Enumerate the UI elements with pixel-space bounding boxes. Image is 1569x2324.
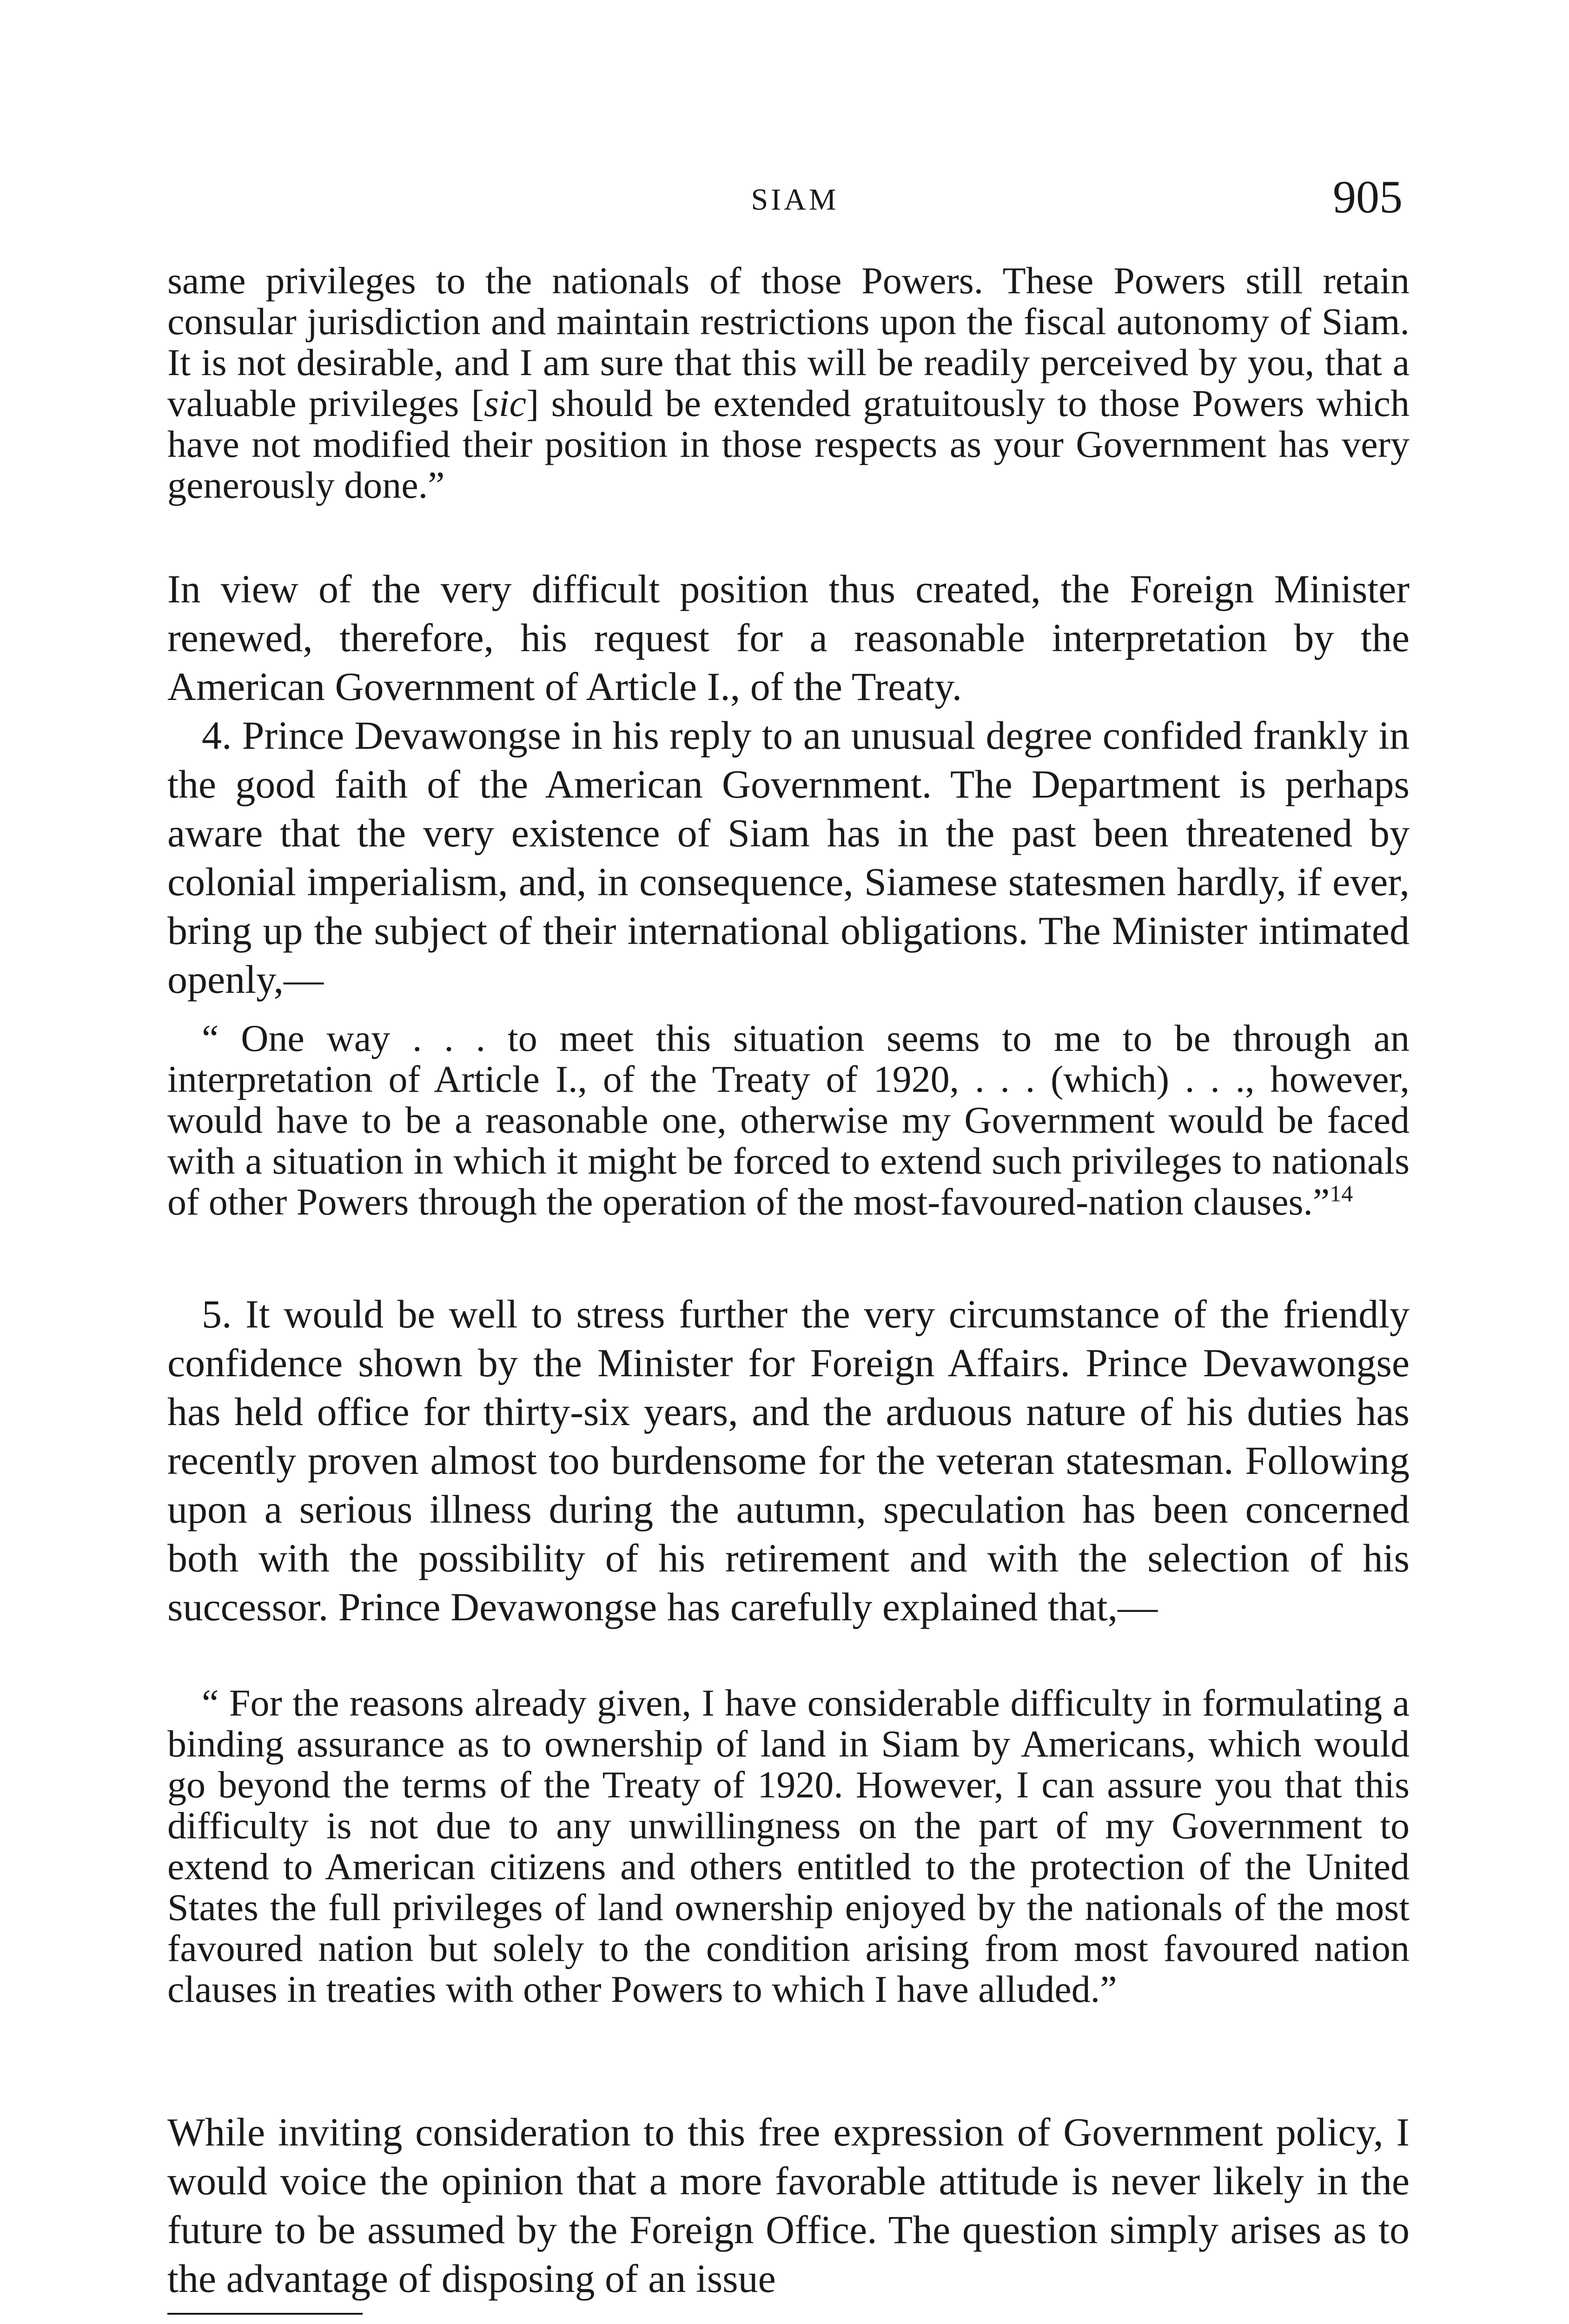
- block-quote-one-way: [167, 1018, 1410, 1222]
- paragraph-text: same privileges to the nationals of those Powers. These Powers still retain consular jurisdiction and maintain restrictions upon the fiscal autonomy of Siam. It is not desirable, and I am sure that this will be readily perceived by you, that a valuable privileges [: [167, 259, 1410, 424]
- paragraph-text-end: ] should be extended gratuitously to those Powers which have not modified their position in those respects as your Government has very generously done.”: [167, 382, 1410, 506]
- quote-text: “ One way . . . to meet this situation seems to me to be through an interpretation of Article I., of the Treaty of 1920, . . . (which) . . ., however, would have to be a reasonable one, otherwise my Government would be faced with a situation in which it might be forced to extend such privileges to nationals of other Powers through the operation of the most-favoured-nation clauses.”: [167, 1017, 1410, 1223]
- running-header-title: SIAM: [751, 183, 839, 217]
- page-number: 905: [1333, 171, 1403, 223]
- footnote-divider: [167, 2313, 363, 2315]
- quote-continuation-paragraph: [167, 260, 1410, 506]
- body-paragraph-closing: While inviting consideration to this free expression of Government policy, I would voice the opinion that a more favorable attitude is never likely in the future to be assumed by the Foreign Office. The question simply arises as to the advantage of disposing of an issue: [167, 2110, 1410, 2301]
- footnote-reference: 14: [1330, 1180, 1353, 1207]
- body-paragraph-foreign-minister: In view of the very difficult position thus created, the Foreign Minister renewed, therefore, his request for a reasonable interpretation by the American Government of Article I., of the Treaty.: [167, 567, 1410, 709]
- block-quote-reasons: “ For the reasons already given, I have considerable difficulty in formulating a binding assurance as to ownership of land in Siam by Americans, which would go beyond the terms of the Treaty of 1920. However, I can assure you that this difficulty is not due to any unwillingness on the part of my Government to extend to American citizens and others entitled to the protection of the United States the full privileges of land ownership enjoyed by the nationals of the most favoured nation but solely to the condition arising from most favoured nation clauses in treaties with other Powers to which I have alluded.”: [167, 1682, 1410, 2010]
- body-paragraph-section-4: 4. Prince Devawongse in his reply to an unusual degree confided frankly in the good faith of the American Government. The Department is perhaps aware that the very existence of Siam has in the past been threatened by colonial imperialism, and, in consequence, Siamese statesmen hardly, if ever, bring up the subject of their international obligations. The Minister intimated openly,—: [167, 713, 1410, 1002]
- sic-marker: sic: [483, 382, 527, 424]
- body-paragraph-section-5: 5. It would be well to stress further the very circumstance of the friendly confidence shown by the Minister for Foreign Affairs. Prince Devawongse has held office for thirty-six years, and the arduous nature of his duties has recently proven almost too burdensome for the veteran statesman. Following upon a serious illness during the autumn, speculation has been concerned both with the possibility of his retirement and with the selection of his successor. Prince Devawongse has carefully explained that,—: [167, 1292, 1410, 1629]
